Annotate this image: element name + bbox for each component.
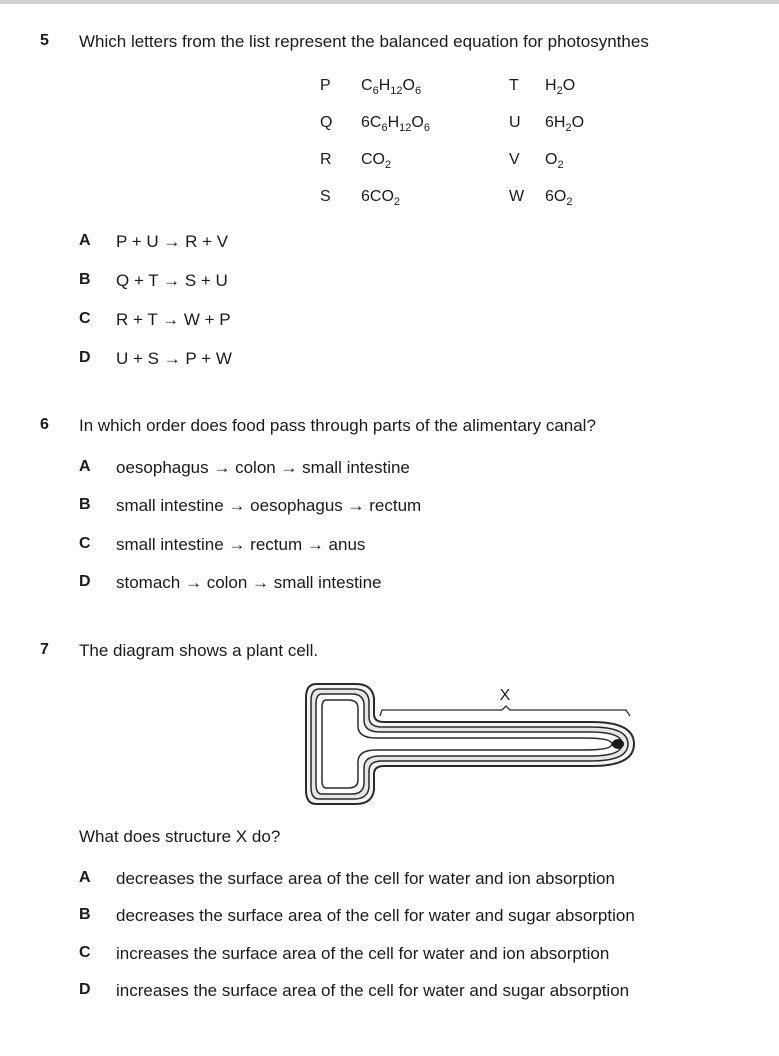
option-letter-b[interactable]: B: [79, 271, 91, 288]
label-x: X: [499, 687, 511, 704]
option-c-text[interactable]: R + T → W + P: [116, 310, 231, 329]
option-letter-b[interactable]: B: [79, 496, 91, 513]
list-letter: U: [509, 114, 521, 131]
option-letter-d[interactable]: D: [79, 349, 91, 366]
question-number: 7: [40, 641, 49, 658]
list-formula: $CO_2$: [361, 151, 392, 172]
list-letter: W: [509, 188, 525, 205]
label-x-bracket: [380, 706, 630, 716]
option-a-text[interactable]: decreases the surface area of the cell for water and ion absorption: [116, 869, 615, 888]
option-letter-a[interactable]: A: [79, 458, 91, 475]
subquestion-text: What does structure X do?: [79, 827, 281, 846]
option-letter-a[interactable]: A: [79, 869, 91, 886]
list-letter: R: [320, 151, 332, 168]
option-letter-c[interactable]: C: [79, 310, 91, 327]
list-formula: $6O_2$: [545, 188, 573, 209]
question-number: 5: [40, 32, 49, 49]
option-letter-b[interactable]: B: [79, 906, 91, 923]
list-letter: Q: [320, 114, 333, 131]
list-letter: V: [509, 151, 520, 168]
option-a-text[interactable]: oesophagus → colon → small intestine: [116, 458, 410, 477]
option-b-text[interactable]: Q + T → S + U: [116, 271, 228, 290]
option-d-text[interactable]: U + S → P + W: [116, 349, 232, 368]
list-formula: $O_2$: [545, 151, 564, 172]
option-c-text[interactable]: increases the surface area of the cell for water and ion absorption: [116, 944, 610, 963]
option-letter-d[interactable]: D: [79, 573, 91, 590]
root-hair-cell-diagram: [300, 676, 645, 816]
option-c-text[interactable]: small intestine → rectum → anus: [116, 535, 366, 554]
option-letter-d[interactable]: D: [79, 981, 91, 998]
list-formula: $H_2O$: [545, 77, 576, 98]
option-letter-c[interactable]: C: [79, 944, 91, 961]
option-a-text[interactable]: P + U → R + V: [116, 232, 229, 251]
question-text: The diagram shows a plant cell.: [79, 641, 319, 660]
list-letter: P: [320, 77, 331, 94]
option-b-text[interactable]: small intestine → oesophagus → rectum: [116, 496, 422, 515]
question-text: Which letters from the list represent the balanced equation for photosynthes: [79, 32, 649, 51]
option-d-text[interactable]: stomach → colon → small intestine: [116, 573, 382, 592]
nucleus: [612, 739, 624, 749]
list-letter: T: [509, 77, 519, 94]
root-hair-cell-drawing: [300, 676, 645, 811]
list-formula: $C_6H_{12}O_6$: [361, 77, 422, 98]
question-text: In which order does food pass through parts of the alimentary canal?: [79, 416, 596, 435]
option-b-text[interactable]: decreases the surface area of the cell for water and sugar absorption: [116, 906, 635, 925]
option-letter-a[interactable]: A: [79, 232, 91, 249]
page-top-edge: [0, 0, 779, 4]
question-number: 6: [40, 416, 49, 433]
list-letter: S: [320, 188, 331, 205]
option-d-text[interactable]: increases the surface area of the cell for water and sugar absorption: [116, 981, 630, 1000]
option-letter-c[interactable]: C: [79, 535, 91, 552]
list-formula: $6CO_2$: [361, 188, 401, 209]
list-formula: $6C_6H_{12}O_6$: [361, 114, 430, 135]
list-formula: $6H_2O$: [545, 114, 585, 135]
